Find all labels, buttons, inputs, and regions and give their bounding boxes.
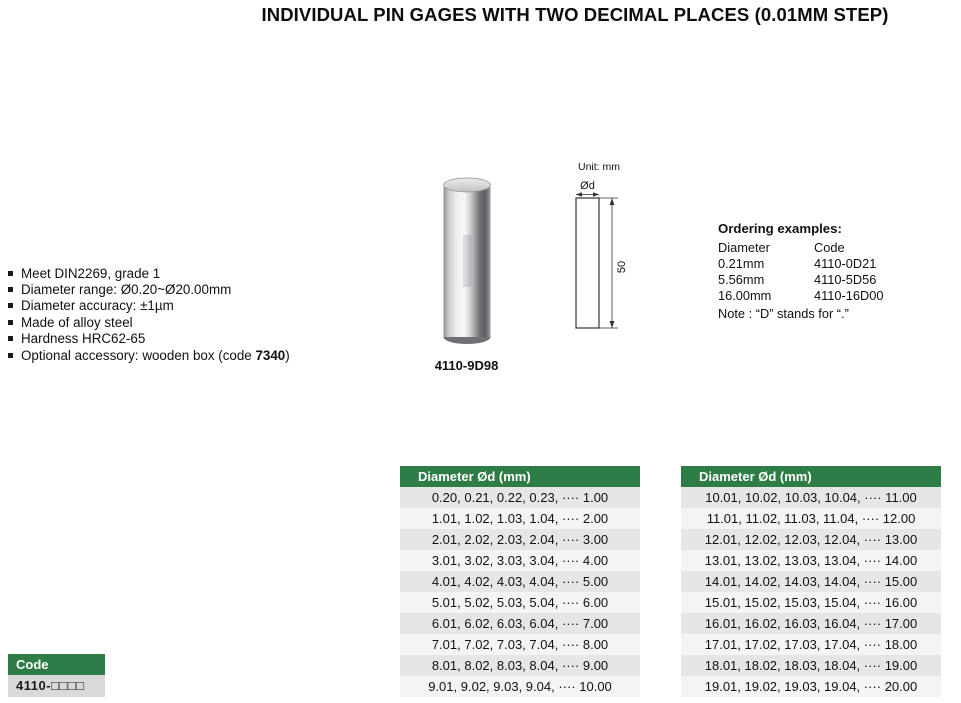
diameter-table-left	[400, 466, 640, 697]
table-row: 19.01, 19.02, 19.03, 19.04, ···· 20.00	[681, 676, 941, 697]
ordering-col-code: Code	[814, 240, 845, 255]
length-arrow-bottom	[610, 321, 615, 328]
bullet-icon	[8, 287, 13, 292]
page-title: INDIVIDUAL PIN GAGES WITH TWO DECIMAL PLACES (0.01MM STEP)	[261, 4, 889, 25]
table-header: Diameter Ød (mm)	[681, 466, 941, 487]
feature-text: Diameter range: Ø0.20~Ø20.00mm	[21, 282, 232, 298]
bullet-icon	[8, 303, 13, 308]
feature-item	[8, 347, 290, 363]
feature-item	[8, 314, 290, 330]
ordering-code: 4110-16D00	[814, 288, 884, 303]
feature-item	[8, 298, 290, 314]
diameter-dim-label: Ød	[580, 180, 595, 192]
length-dim-label: 50	[616, 260, 628, 274]
feature-item	[8, 265, 290, 281]
table-row: 8.01, 8.02, 8.03, 8.04, ···· 9.00	[400, 655, 640, 676]
table-row: 12.01, 12.02, 12.03, 12.04, ···· 13.00	[681, 529, 941, 550]
feature-text-code: 7340	[255, 347, 286, 363]
table-row: 0.20, 0.21, 0.22, 0.23, ···· 1.00	[400, 487, 640, 508]
code-block	[8, 654, 105, 697]
feature-text-prefix: Optional accessory: wooden box (code	[21, 347, 256, 363]
table-row: 2.01, 2.02, 2.03, 2.04, ···· 3.00	[400, 529, 640, 550]
diameter-arrow-left	[576, 192, 582, 197]
bullet-icon	[8, 320, 13, 325]
ordering-diameter: 16.00mm	[718, 288, 772, 303]
table-row: 14.01, 14.02, 14.03, 14.04, ···· 15.00	[681, 571, 941, 592]
bullet-icon	[8, 353, 13, 358]
pin-engraving	[463, 235, 472, 287]
feature-item	[8, 331, 290, 347]
ordering-code: 4110-0D21	[814, 256, 877, 271]
table-row: 13.01, 13.02, 13.03, 13.04, ···· 14.00	[681, 550, 941, 571]
table-row: 15.01, 15.02, 15.03, 15.04, ···· 16.00	[681, 592, 941, 613]
unit-label: Unit: mm	[578, 161, 620, 173]
table-row: 11.01, 11.02, 11.03, 11.04, ···· 12.00	[681, 508, 941, 529]
table-row: 18.01, 18.02, 18.03, 18.04, ···· 19.00	[681, 655, 941, 676]
feature-text: Made of alloy steel	[21, 314, 133, 330]
pin-top-face	[444, 178, 491, 192]
feature-text-suffix: )	[285, 347, 290, 363]
table-row: 17.01, 17.02, 17.03, 17.04, ···· 18.00	[681, 634, 941, 655]
diameter-table-right	[681, 466, 941, 697]
table-header: Diameter Ød (mm)	[400, 466, 640, 487]
ordering-examples	[718, 221, 884, 322]
ordering-code: 4110-5D56	[814, 272, 877, 287]
table-row: 9.01, 9.02, 9.03, 9.04, ···· 10.00	[400, 676, 640, 697]
feature-text: Meet DIN2269, grade 1	[21, 265, 161, 281]
feature-text: Diameter accuracy: ±1µm	[21, 298, 174, 314]
ordering-header-row	[718, 240, 884, 256]
pin-outline-rect	[576, 198, 599, 328]
feature-item	[8, 281, 290, 297]
dimension-drawing-svg	[558, 155, 648, 340]
ordering-title: Ordering examples:	[718, 221, 842, 236]
table-row: 3.01, 3.02, 3.03, 3.04, ···· 4.00	[400, 550, 640, 571]
diameter-arrow-right	[593, 192, 599, 197]
table-row: 5.01, 5.02, 5.03, 5.04, ···· 6.00	[400, 592, 640, 613]
dimension-drawing	[558, 155, 648, 345]
bullet-icon	[8, 271, 13, 276]
length-arrow-top	[610, 198, 615, 205]
ordering-diameter: 5.56mm	[718, 272, 765, 287]
table-row: 1.01, 1.02, 1.03, 1.04, ···· 2.00	[400, 508, 640, 529]
pin-gage-image	[443, 177, 491, 345]
table-row: 16.01, 16.02, 16.03, 16.04, ···· 17.00	[681, 613, 941, 634]
ordering-col-diameter: Diameter	[718, 240, 770, 255]
ordering-row	[718, 256, 884, 272]
ordering-row	[718, 272, 884, 288]
table-row: 7.01, 7.02, 7.03, 7.04, ···· 8.00	[400, 634, 640, 655]
feature-text	[21, 348, 290, 363]
table-row: 6.01, 6.02, 6.03, 6.04, ···· 7.00	[400, 613, 640, 634]
pin-gage-photo	[443, 177, 491, 350]
code-header: Code	[8, 654, 105, 675]
feature-text: Hardness HRC62-65	[21, 331, 146, 347]
feature-list	[8, 265, 290, 363]
product-code-label: 4110-9D98	[434, 358, 499, 373]
ordering-row	[718, 288, 884, 304]
table-row: 4.01, 4.02, 4.03, 4.04, ···· 5.00	[400, 571, 640, 592]
ordering-diameter: 0.21mm	[718, 256, 765, 271]
bullet-icon	[8, 336, 13, 341]
ordering-note: Note : “D” stands for “.”	[718, 306, 849, 321]
table-row: 10.01, 10.02, 10.03, 10.04, ···· 11.00	[681, 487, 941, 508]
code-value: 4110-□□□□	[8, 675, 105, 697]
